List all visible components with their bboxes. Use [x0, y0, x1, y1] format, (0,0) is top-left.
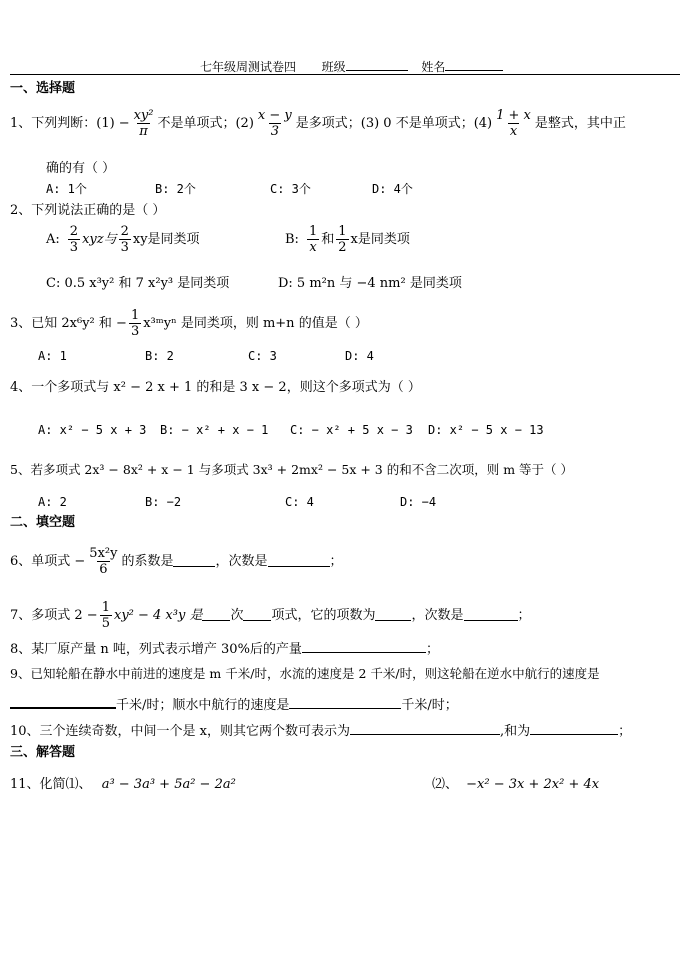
- question-9-line-2: 千米/时；顺水中航行的速度是 千米/时；: [10, 697, 458, 712]
- question-6: 6、单项式 − $\frac{\text{5x²y}}{6}$ 的系数是 ，次数是 ；: [10, 546, 343, 577]
- q10-blank-numbers[interactable]: [350, 724, 500, 735]
- question-9: 9、已知轮船在静水中前进的速度是 m 千米/时，水流的速度是 2 千米/时，则这轮船在逆水中航行的速度是: [10, 666, 600, 681]
- q1-option-d[interactable]: D: 4个: [372, 182, 413, 196]
- q1-minus: −: [118, 116, 130, 131]
- section-fill-title: 二、填空题: [10, 515, 76, 530]
- section-solve-title: 三、解答题: [10, 745, 76, 760]
- q8-blank[interactable]: [302, 642, 426, 653]
- question-4: 4、一个多项式与 x² − 2 x + 1 的和是 3 x − 2，则这个多项式为（ ）: [10, 380, 421, 395]
- question-10: 10、三个连续奇数，中间一个是 x，则其它两个数可表示为 ,和为 ；: [10, 724, 632, 739]
- q1-fraction-1: $\frac{\text{xy²}}{\pi}$: [133, 108, 154, 139]
- question-5: 5、若多项式 2x³ − 8x² + x − 1 与多项式 3x³ + 2mx² − 5x + 3 的和不含二次项，则 m 等于（ ）: [10, 462, 574, 477]
- q1-text-2: 是多项式；(3) 0 不是单项式；(4): [295, 116, 493, 131]
- header-rule: [10, 74, 680, 75]
- q7-blank-1[interactable]: [202, 610, 230, 621]
- q1-prefix: 1、下列判断：(1): [10, 116, 115, 131]
- q3-option-a[interactable]: A: 1: [38, 349, 67, 363]
- q3-option-d[interactable]: D: 4: [345, 349, 374, 363]
- q7-blank-3[interactable]: [375, 610, 411, 621]
- q6-blank-coefficient[interactable]: [173, 556, 215, 567]
- q3-option-c[interactable]: C: 3: [248, 349, 277, 363]
- q5-option-d[interactable]: D: −4: [400, 495, 437, 509]
- class-blank[interactable]: [346, 60, 408, 71]
- q2-option-c[interactable]: C: 0.5 x³y² 和 7 x²y³ 是同类项: [46, 276, 230, 291]
- q10-blank-sum[interactable]: [530, 724, 618, 735]
- q3-option-b[interactable]: B: 2: [145, 349, 174, 363]
- q9-blank-upstream[interactable]: [10, 697, 116, 709]
- q2-option-a[interactable]: A: $\frac{2}{3}$ xyz与 $\frac{2}{3}$ xy是同类项: [46, 224, 200, 255]
- q6-fraction: $\frac{\text{5x²y}}{6}$: [89, 546, 118, 577]
- q11-expression-2: −x² − 3x + 2x² + 4x: [466, 777, 600, 792]
- q11-expression-1: a³ − 3a³ + 5a² − 2a²: [101, 777, 236, 792]
- exam-title: 七年级周测试卷四: [200, 60, 297, 74]
- page-title: [200, 60, 503, 73]
- q5-option-a[interactable]: A: 2: [38, 495, 67, 509]
- q6-blank-degree[interactable]: [268, 556, 330, 567]
- q1-fraction-2: $\frac{x - y}{3}$: [257, 108, 292, 139]
- name-blank[interactable]: [445, 60, 503, 71]
- question-11-part-1: 11、化简⑴、 a³ − 3a³ + 5a² − 2a²: [10, 777, 236, 792]
- q1-text-1: 不是单项式；(2): [157, 116, 254, 131]
- question-2: 2、下列说法正确的是（ ）: [10, 203, 166, 218]
- q4-option-b[interactable]: B: − x² + x − 1: [160, 423, 269, 437]
- q7-blank-2[interactable]: [243, 610, 271, 621]
- q1-line-2: 确的有（ ）: [46, 161, 116, 176]
- q5-option-b[interactable]: B: −2: [145, 495, 182, 509]
- question-11-part-2: ⑵、 −x² − 3x + 2x² + 4x: [432, 777, 600, 792]
- q1-option-a[interactable]: A: 1个: [46, 182, 87, 196]
- name-label: 姓名: [421, 60, 446, 74]
- q7-blank-4[interactable]: [464, 610, 518, 621]
- q1-option-c[interactable]: C: 3个: [270, 182, 311, 196]
- q9-blank-downstream[interactable]: [289, 698, 401, 709]
- q7-fraction: $\frac{1}{5}$: [101, 600, 110, 631]
- q1-text-3: 是整式，其中正: [534, 116, 626, 131]
- q3-fraction: $\frac{1}{3}$: [130, 308, 140, 339]
- q4-option-c[interactable]: C: − x² + 5 x − 3: [290, 423, 413, 437]
- question-8: 8、某厂原产量 n 吨，列式表示增产 30%后的产量 ；: [10, 642, 439, 657]
- question-7: 7、多项式 2 − $\frac{1}{5}$ xy² − 4 x³y 是 次 项式，它的项数为 ，次数是 ；: [10, 600, 531, 631]
- q4-option-d[interactable]: D: x² − 5 x − 13: [428, 423, 544, 437]
- q2-option-b[interactable]: B: $\frac{1}{x}$ 和 $\frac{1}{2}$ x是同类项: [285, 224, 410, 255]
- q1-fraction-3: $\frac{1 + x}{x}$: [496, 108, 531, 139]
- class-label: 班级: [321, 60, 346, 74]
- question-1: [10, 108, 626, 139]
- q4-option-a[interactable]: A: x² − 5 x + 3: [38, 423, 147, 437]
- section-choice-title: 一、选择题: [10, 81, 76, 96]
- q2-option-d[interactable]: D: 5 m²n 与 −4 nm² 是同类项: [278, 276, 462, 291]
- question-3: 3、已知 2x⁶y² 和 − $\frac{1}{3}$ x³ᵐyⁿ 是同类项，则 m+n 的值是（ ）: [10, 308, 368, 339]
- q1-option-b[interactable]: B: 2个: [155, 182, 196, 196]
- q5-option-c[interactable]: C: 4: [285, 495, 314, 509]
